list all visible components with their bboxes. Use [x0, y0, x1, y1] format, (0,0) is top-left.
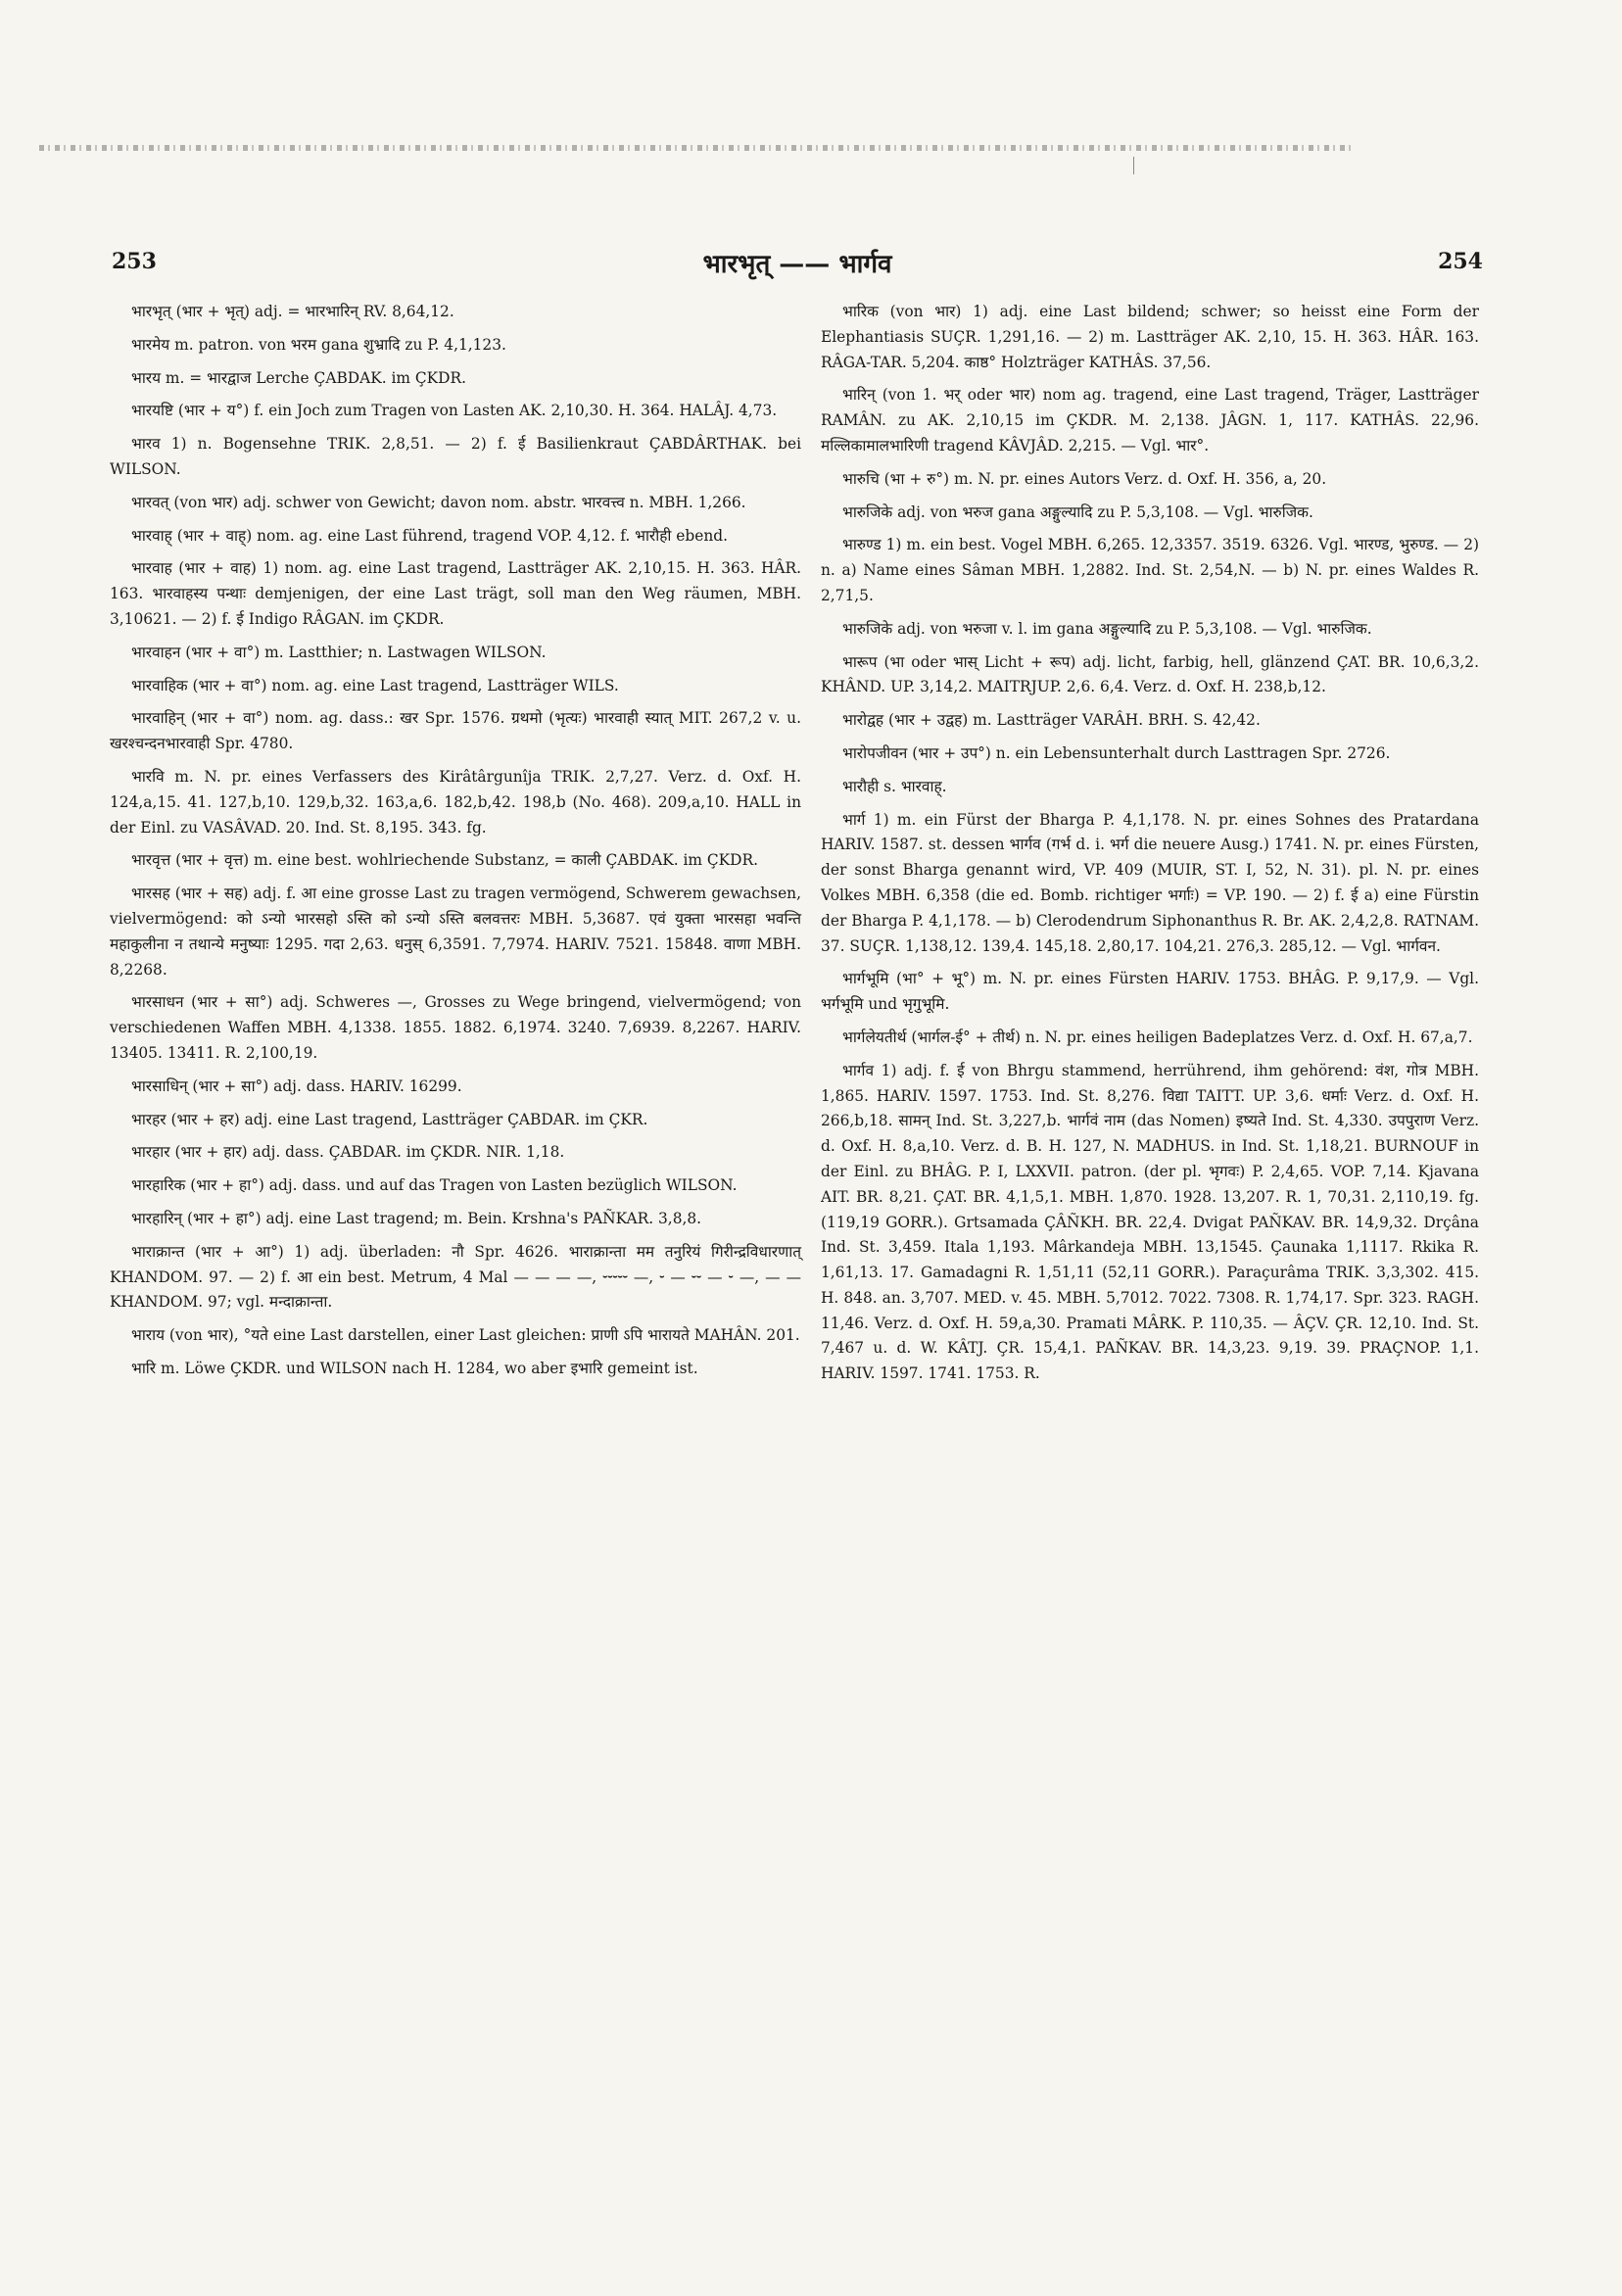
dictionary-entry: भारसाधिन् (भार + सा°) adj. dass. HARIV. 16299. — [131, 1076, 462, 1095]
dictionary-entry: भार्ग 1) m. ein Fürst der Bharga P. 4,1,178. N. pr. eines Sohnes des Pratardana HARIV. 1587. st. dessen भार्गव (गर्भ d. i. भर्ग die neuere Ausg.) 1741. N. pr. eines Fürsten, der sonst Bharga genannt wird, VP. 409 (MUIR, ST. I, 52, N. 31). pl. N. pr. eines Volkes MBH. 6,358 (die ed. Bomb. richtiger भर्गाः) = VP. 190. — 2) f. ई a) eine Fürstin der Bharga P. 4,1,178. — b) Clerodendrum Siphonanthus R. Br. AK. 2,4,2,8. RATNAM. 37. SUÇR. 1,138,12. 139,4. 145,18. 2,80,17. 104,21. 276,3. 285,12. — Vgl. भार्गवन. — [821, 810, 1479, 955]
dictionary-entry: भारसाधन (भार + सा°) adj. Schweres —, Grosses zu Wege bringend, vielvermögend; von verschiedenen Waffen MBH. 4,1338. 1855. 1882. 6,1974. 3240. 7,6939. 8,2267. HARIV. 13405. 13411. R. 2,100,19. — [110, 993, 801, 1062]
dictionary-entry: भार्गव 1) adj. f. ई von Bhrgu stammend, herrührend, ihm gehörend: वंश, गोत्र MBH. 1,865. HARIV. 1597. 1753. Ind. St. 8,276. विद्या TAITT. UP. 3,6. धर्माः Verz. d. Oxf. H. 266,b,18. सामन् Ind. St. 3,227,b. भार्गवं नाम (das Nomen) इष्यते Ind. St. 4,330. उपपुराण Verz. d. Oxf. H. 8,a,10. Verz. d. B. H. 127, N. MADHUS. in Ind. St. 1,18,21. BURNOUF in der Einl. zu BHÂG. P. I, LXXVII. patron. (der pl. भृगवः) P. 2,4,65. VOP. 7,14. Kjavana AIT. BR. 8,21. ÇAT. BR. 4,1,5,1. MBH. 1,870. 1928. 13,207. R. 1, 70,31. 2,110,19. fg. (119,19 GORR.). Grtsamada ÇÂÑKH. BR. 22,4. Dvigat PAÑKAV. BR. 14,9,32. Drçâna Ind. St. 3,459. Itala 1,193. Mârkandeja MBH. 13,1545. Çaunaka 1,1117. Rkika R. 1,61,13. 17. Gamadagni R. 1,51,11 (52,11 GORR.). Paraçurâma TRIK. 3,3,302. 415. H. 848. an. 3,707. MED. v. 45. MBH. 5,7012. 7022. 7308. R. 1,74,17. Spr. 323. RAGH. 11,46. Verz. d. Oxf. H. 59,a,30. Pramati MÂRK. P. 110,35. — ÂÇV. ÇR. 12,10. Ind. St. 7,467 u. d. W. KÂTJ. ÇR. 15,4,1. PAÑKAV. BR. 14,3,23. 9,19. 39. PRAÇNOP. 1,1. HARIV. 1597. 1741. 1753. R. — [821, 1061, 1479, 1383]
dictionary-entry: भारव 1) n. Bogensehne TRIK. 2,8,51. — 2) f. ई Basilienkraut ÇABDÂRTHAK. bei WILSON. — [110, 435, 801, 478]
dictionary-entry: भारहारिक (भार + हा°) adj. dass. und auf das Tragen von Lasten bezüglich WILSON. — [131, 1176, 738, 1195]
page-title: भारभृत् —— भार्गव — [702, 250, 892, 279]
dictionary-entry: भारुजिके adj. von भरुजा v. l. im gana अङ्गुल्यादि zu P. 5,3,108. — Vgl. भारुजिक. — [842, 619, 1372, 638]
dictionary-entry: भारहर (भार + हर) adj. eine Last tragend, Lastträger ÇABDAR. im ÇKR. — [131, 1110, 648, 1128]
left-column — [110, 300, 801, 1390]
dictionary-entry: भारि m. Löwe ÇKDR. und WILSON nach H. 1284, wo aber इभारि gemeint ist. — [131, 1359, 698, 1377]
dictionary-entry: भारहारिन् (भार + हा°) adj. eine Last tragend; m. Bein. Krshna's PAÑKAR. 3,8,8. — [131, 1209, 702, 1227]
scan-tick-mark — [1133, 157, 1134, 174]
dictionary-entry: भाराय (von भार), °यते eine Last darstellen, einer Last gleichen: प्राणी ऽपि भारायते MAHÂN. 201. — [131, 1326, 800, 1345]
dictionary-entry: भारौही s. भारवाह्. — [842, 777, 947, 795]
dictionary-entry: भारिन् (von 1. भर् oder भार) nom ag. tragend, eine Last tragend, Träger, Lastträger RAMÂN. zu AK. 2,10,15 im ÇKDR. M. 2,138. JÂGN. 1, 117. KATHÂS. 22,96. मल्लिकामालभारिणी tragend KÂVJÂD. 2,215. — Vgl. भार°. — [821, 386, 1479, 454]
left-page-number: 253 — [112, 249, 157, 274]
dictionary-entry: भार्गभूमि (भा° + भू°) m. N. pr. eines Fürsten HARIV. 1753. BHÂG. P. 9,17,9. — Vgl. भर्गभूमि und भृगुभूमि. — [821, 970, 1479, 1014]
dictionary-entry: भारूप (भा oder भास् Licht + रूप) adj. licht, farbig, hell, glänzend ÇAT. BR. 10,6,3,2. KHÂND. UP. 3,14,2. MAITRJUP. 2,6. 6,4. Verz. d. Oxf. H. 238,b,12. — [821, 652, 1479, 696]
dictionary-entry: भारवि m. N. pr. eines Verfassers des Kirâtârgunîja TRIK. 2,7,27. Verz. d. Oxf. H. 124,a,15. 41. 127,b,10. 129,b,32. 163,a,6. 182,b,42. 198,b (No. 468). 209,a,10. HALL in der Einl. zu VASÂVAD. 20. Ind. St. 8,195. 343. fg. — [110, 767, 801, 837]
dictionary-entry: भारुजिके adj. von भरुज gana अङ्गुल्यादि zu P. 5,3,108. — Vgl. भारुजिक. — [842, 502, 1313, 521]
dictionary-entry: भारवाह् (भार + वाह्) nom. ag. eine Last führend, tragend VOP. 4,12. f. भारौही ebend. — [131, 526, 728, 545]
right-column — [821, 300, 1479, 1395]
dictionary-entry: भार्गलेयतीर्थ (भार्गल-ई° + तीर्थ) n. N. pr. eines heiligen Badeplatzes Verz. d. Oxf. H. 67,a,7. — [842, 1028, 1473, 1046]
scan-artifact-line — [39, 145, 1352, 151]
dictionary-entry: भारुण्ड 1) m. ein best. Vogel MBH. 6,265. 12,3357. 3519. 6326. Vgl. भारण्ड, भुरुण्ड. — 2) n. a) Name eines Sâman MBH. 1,2882. Ind. St. 2,54,N. — b) N. pr. eines Waldes R. 2,71,5. — [821, 536, 1479, 604]
dictionary-entry: भारहार (भार + हार) adj. dass. ÇABDAR. im ÇKDR. NIR. 1,18. — [131, 1143, 565, 1162]
dictionary-entry: भारभृत् (भार + भृत्) adj. = भारभारिन् RV. 8,64,12. — [131, 303, 454, 320]
dictionary-entry: भारय m. = भारद्वाज Lerche ÇABDAK. im ÇKDR. — [131, 368, 466, 387]
dictionary-entry: भारोपजीवन (भार + उप°) n. ein Lebensunterhalt durch Lasttragen Spr. 2726. — [842, 743, 1391, 762]
dictionary-entry: भारवाह (भार + वाह) 1) nom. ag. eine Last tragend, Lastträger AK. 2,10,15. H. 363. HÂR. 163. भारवाहस्य पन्थाः demjenigen, der eine Last trägt, soll man den Weg räumen, MBH. 3,10621. — 2) f. ई Indigo RÂGAN. im ÇKDR. — [110, 559, 801, 628]
dictionary-entry: भारमेय m. patron. von भरम gana शुभ्रादि zu P. 4,1,123. — [131, 335, 506, 354]
dictionary-entry: भारवाहिक (भार + वा°) nom. ag. eine Last tragend, Lastträger WILS. — [131, 676, 619, 694]
dictionary-entry: भारसह (भार + सह) adj. f. आ eine grosse Last zu tragen vermögend, Schwerem gewachsen, vielvermögend: को ऽन्यो भारसहो ऽस्ति को ऽन्यो ऽस्ति बलवत्तरः MBH. 5,3687. एवं युक्ता भारसहा भवन्ति महाकुलीना न तथान्ये मनुष्याः 1295. गदा 2,63. धनुस् 6,3591. 7,7974. HARIV. 7521. 15848. वाणा MBH. 8,2268. — [110, 885, 801, 979]
dictionary-entry: भारिक (von भार) 1) adj. eine Last bildend; schwer; so heisst eine Form der Elephantiasis SUÇR. 1,291,16. — 2) m. Lastträger AK. 2,10, 15. H. 363. HÂR. 163. RÂGA-TAR. 5,204. काष्ठ° Holzträger KATHÂS. 37,56. — [821, 303, 1479, 371]
dictionary-entry: भारयष्टि (भार + य°) f. ein Joch zum Tragen von Lasten AK. 2,10,30. H. 364. HALÂJ. 4,73. — [131, 402, 778, 420]
right-page-number: 254 — [1438, 249, 1483, 274]
dictionary-entry: भाराक्रान्त (भार + आ°) 1) adj. überladen: नौ Spr. 4626. भाराक्रान्ता मम तनुरियं गिरीन्द्रविधारणात् KHANDOM. 97. — 2) f. आ ein best. Metrum, 4 Mal — — — —, ⏑⏑⏑⏑⏑ —, ⏑ — ⏑⏑ — ⏑ —, — — KHANDOM. 97; vgl. मन्दाक्रान्ता. — [110, 1242, 801, 1312]
dictionary-entry: भारवाहिन् (भार + वा°) nom. ag. dass.: खर Spr. 1576. ग्रथमो (भृत्यः) भारवाही स्यात् MIT. 267,2 v. u. खरश्चन्दनभारवाही Spr. 4780. — [110, 709, 801, 753]
dictionary-entry: भारवत् (von भार) adj. schwer von Gewicht; davon nom. abstr. भारवत्त्व n. MBH. 1,266. — [131, 493, 746, 511]
dictionary-entry: भारवृत्त (भार + वृत्त) m. eine best. wohlriechende Substanz, = काली ÇABDAK. im ÇKDR. — [131, 851, 758, 870]
dictionary-entry: भारवाहन (भार + वा°) m. Lastthier; n. Lastwagen WILSON. — [131, 643, 547, 661]
page-header — [112, 249, 1483, 288]
dictionary-entry: भारोद्वह (भार + उद्वह) m. Lastträger VARÂH. BRH. S. 42,42. — [842, 711, 1261, 730]
dictionary-entry: भारुचि (भा + रु°) m. N. pr. eines Autors Verz. d. Oxf. H. 356, a, 20. — [842, 469, 1327, 488]
